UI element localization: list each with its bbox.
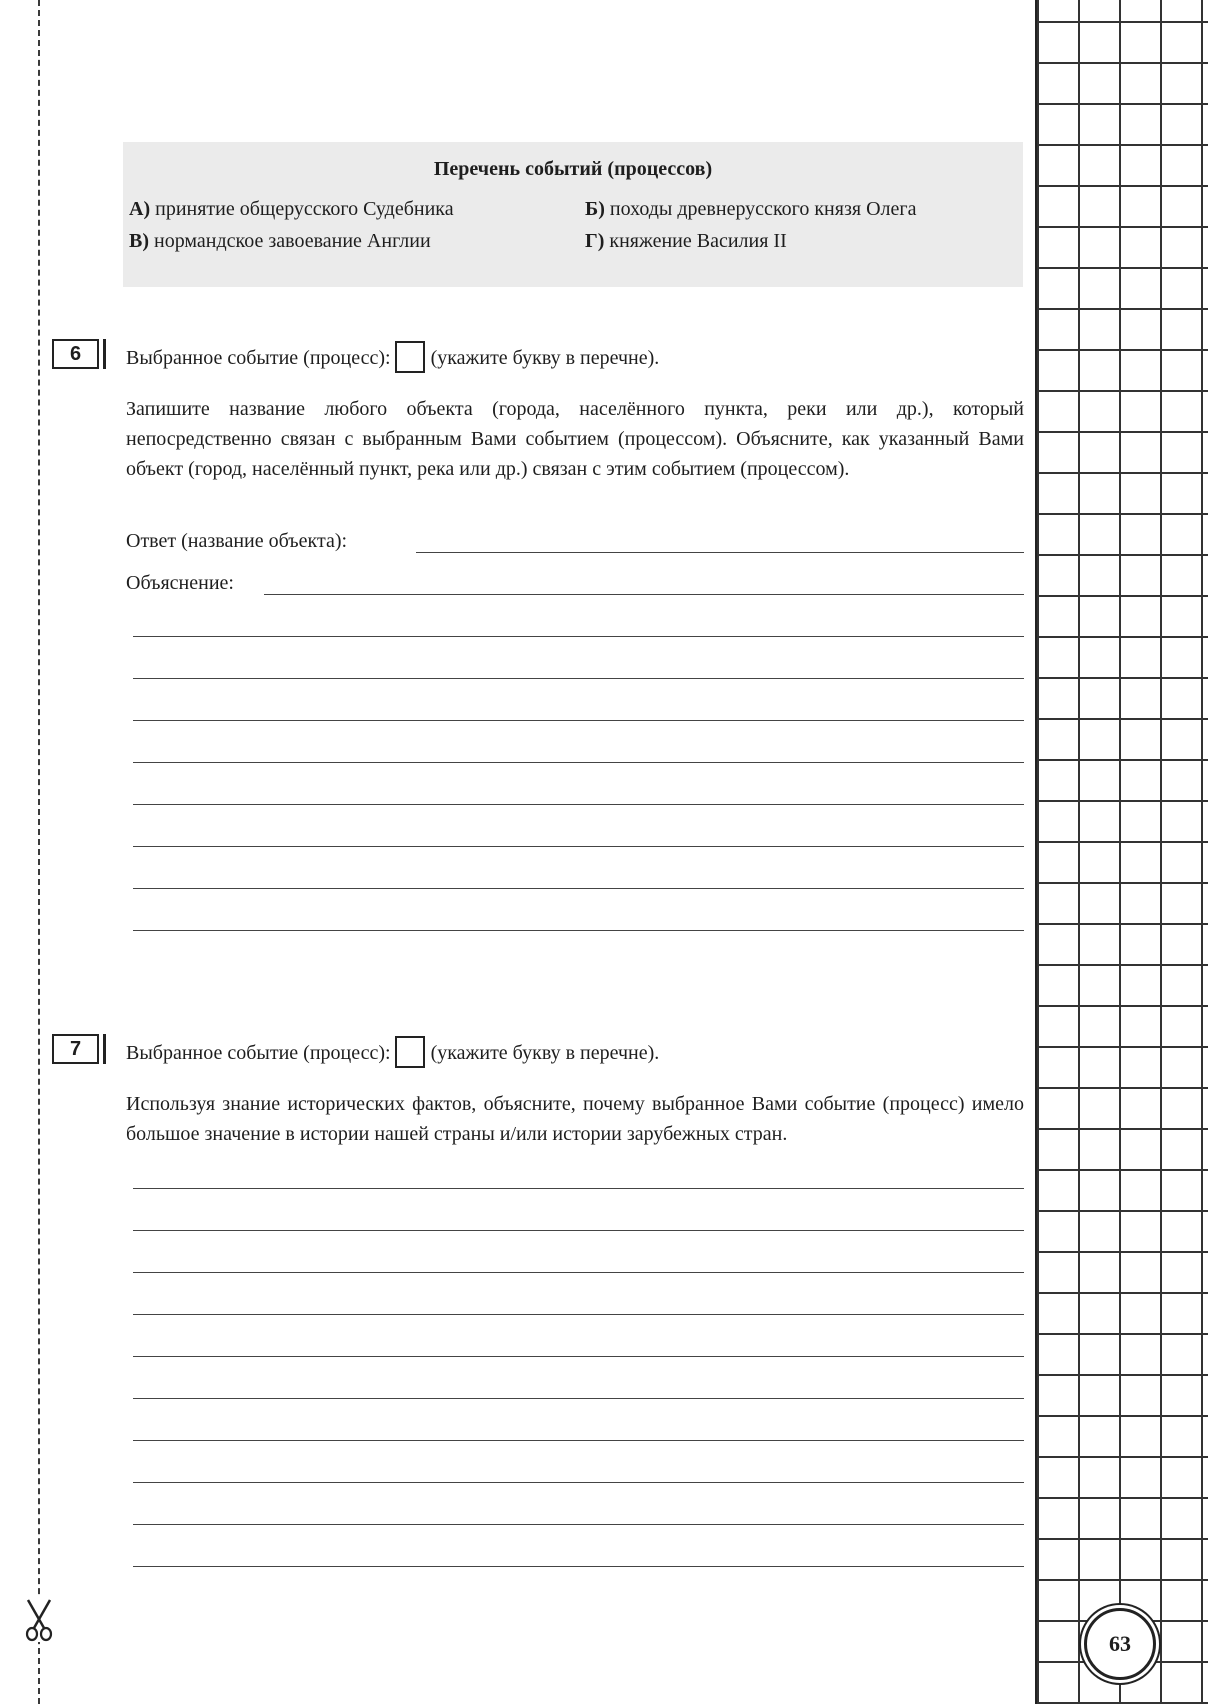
task-7-answer-line[interactable] <box>133 1314 1024 1315</box>
task-7-number: 7 <box>52 1034 99 1064</box>
task-6-answer-line[interactable] <box>133 804 1024 805</box>
task-7-answer-line[interactable] <box>133 1440 1024 1441</box>
page-number: 63 <box>1084 1608 1156 1680</box>
task-7-selected-event: Выбранное событие (процесс): (укажите букву в перечне). <box>126 1036 659 1068</box>
task-6-answer-line[interactable] <box>133 930 1024 931</box>
task-6-answer-label: Ответ (название объекта): <box>126 530 348 552</box>
task-7-letter-box[interactable] <box>395 1036 425 1068</box>
events-list-box <box>123 142 1023 287</box>
task-6-answer-line[interactable] <box>133 762 1024 763</box>
cut-line <box>38 0 40 1704</box>
event-item-v: В) нормандское завоевание Англии <box>129 230 431 252</box>
task-7-answer-line[interactable] <box>133 1482 1024 1483</box>
task-7-answer-line[interactable] <box>133 1272 1024 1273</box>
event-item-b: Б) походы древнерусского князя Олега <box>585 198 917 220</box>
task-6-letter-box[interactable] <box>395 341 425 373</box>
task-6-answer-line[interactable] <box>416 552 1024 553</box>
task-6-answer-line[interactable] <box>133 846 1024 847</box>
task-6-answer-line[interactable] <box>133 636 1024 637</box>
task-7-answer-line[interactable] <box>133 1524 1024 1525</box>
event-item-a: А) принятие общерусского Судебника <box>129 198 454 220</box>
task-6-explanation-line[interactable] <box>264 594 1024 595</box>
task-6-answer-line[interactable] <box>133 720 1024 721</box>
task-6-number: 6 <box>52 339 99 369</box>
task-6-explanation-label: Объяснение: <box>126 572 234 594</box>
task-6-selected-event: Выбранное событие (процесс): (укажите букву в перечне). <box>126 341 659 373</box>
task-7-answer-line[interactable] <box>133 1188 1024 1189</box>
task-7-answer-line[interactable] <box>133 1398 1024 1399</box>
task-7-answer-line[interactable] <box>133 1566 1024 1567</box>
scissors-icon <box>22 1598 56 1642</box>
task-6-answer-line[interactable] <box>133 678 1024 679</box>
events-title: Перечень событий (процессов) <box>433 158 713 180</box>
task-7-instruction: Используя знание исторических фактов, объясните, почему выбранное Вами событие (процесс) имело большое значение в истории нашей страны и/или истории зарубежных стран. <box>126 1093 1024 1145</box>
event-item-g: Г) княжение Василия II <box>585 230 787 252</box>
task-6-answer-line[interactable] <box>133 888 1024 889</box>
task-7-answer-line[interactable] <box>133 1356 1024 1357</box>
task-7-answer-line[interactable] <box>133 1230 1024 1231</box>
draft-grid-margin <box>1037 0 1208 1704</box>
task-6-instruction: Запишите название любого объекта (города, населённого пункта, реки или др.), который непосредственно связан с выбранным Вами событием (процессом). Объясните, как указанный Вами объект (город, населённый пункт, река или др.) связан с этим событием (процессом). <box>126 398 1024 480</box>
